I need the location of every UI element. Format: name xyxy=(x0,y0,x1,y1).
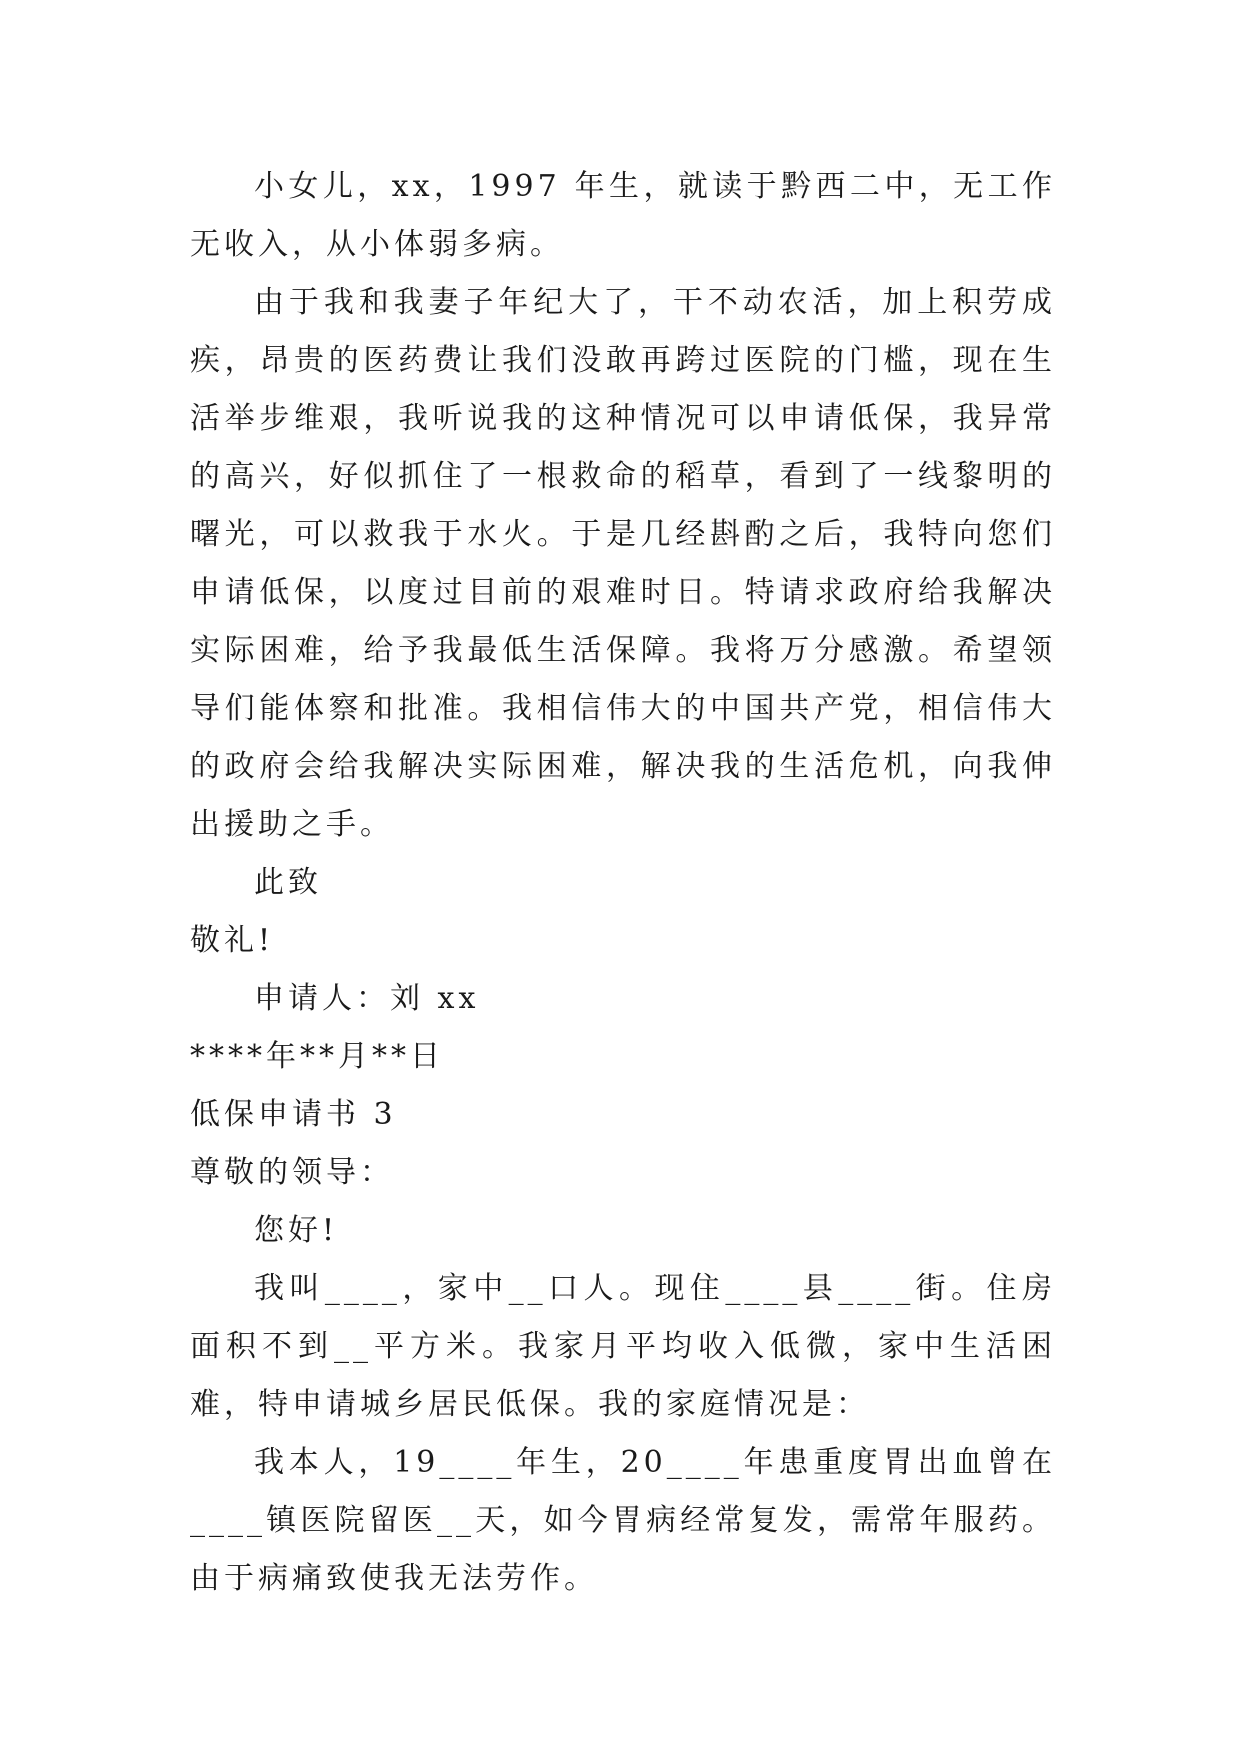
paragraph-introduction: 我叫____，家中__口人。现住____县____街。住房面积不到__平方米。我家月平均收入低微，家中生活困难，特申请城乡居民低保。我的家庭情况是： xyxy=(190,1271,1056,1422)
paragraph-daughter: 小女儿，xx，1997 年生，就读于黔西二中，无工作无收入，从小体弱多病。 xyxy=(190,169,1056,262)
paragraph-self-condition: 我本人，19____年生，20____年患重度胃出血曾在____镇医院留医__天，如今胃病经常复发，需常年服药。由于病痛致使我无法劳作。 xyxy=(190,1445,1056,1596)
document-body xyxy=(190,158,1056,1608)
greeting-hello: 您好! xyxy=(254,1213,339,1248)
date-line: ****年**月**日 xyxy=(190,1039,444,1074)
section-title: 低保申请书 3 xyxy=(190,1097,397,1132)
greeting-addressee: 尊敬的领导： xyxy=(190,1155,394,1190)
closing-regards: 敬礼! xyxy=(190,923,275,958)
closing-salutation: 此致 xyxy=(254,865,322,900)
applicant-signature: 申请人：刘 xx xyxy=(254,981,480,1016)
paragraph-situation: 由于我和我妻子年纪大了，干不动农活，加上积劳成疾，昂贵的医药费让我们没敢再跨过医院的门槛，现在生活举步维艰，我听说我的这种情况可以申请低保，我异常的高兴，好似抓住了一根救命的稻草，看到了一线黎明的曙光，可以救我于水火。于是几经斟酌之后，我特向您们申请低保，以度过目前的艰难时日。特请求政府给我解决实际困难，给予我最低生活保障。我将万分感激。希望领导们能体察和批准。我相信伟大的中国共产党，相信伟大的政府会给我解决实际困难，解决我的生活危机，向我伸出援助之手。 xyxy=(190,285,1056,842)
